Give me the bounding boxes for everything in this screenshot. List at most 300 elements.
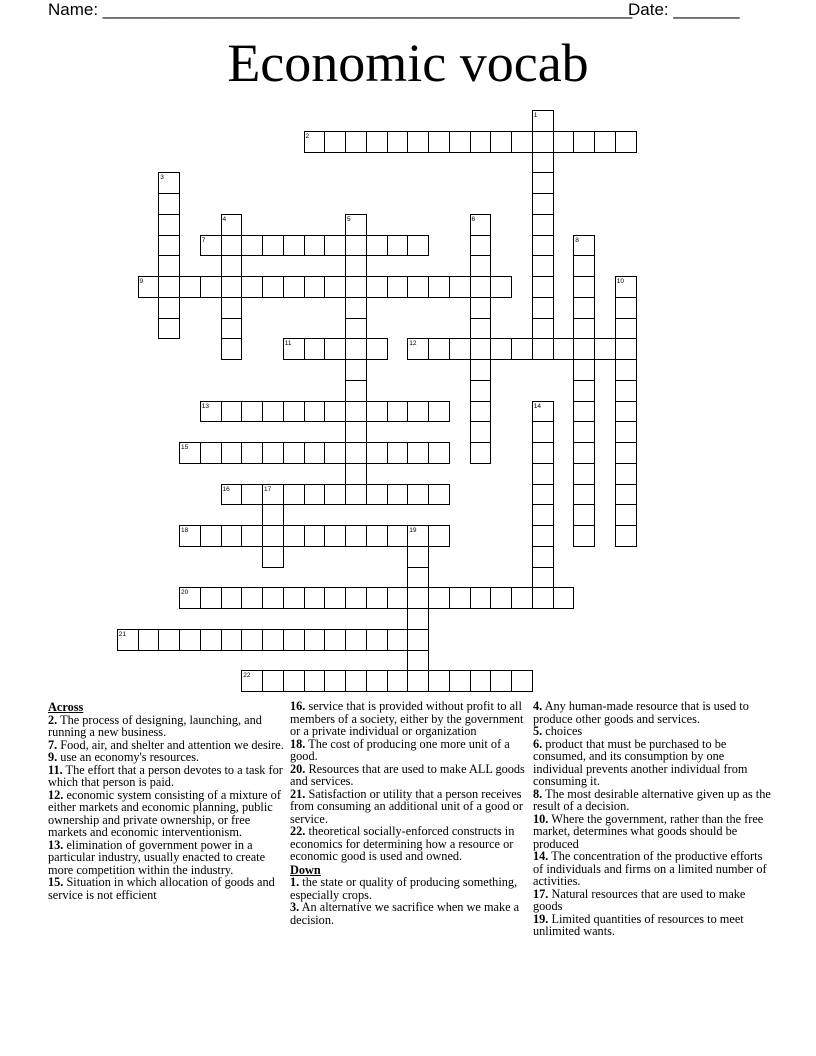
- grid-cell[interactable]: [470, 276, 492, 298]
- grid-cell[interactable]: [345, 442, 367, 464]
- grid-cell[interactable]: [573, 463, 595, 485]
- grid-cell[interactable]: [366, 276, 388, 298]
- clues-column-1: [48, 700, 284, 901]
- grid-cell[interactable]: [573, 318, 595, 340]
- clue-text: Limited quantities of resources to meet unlimited wants.: [533, 911, 744, 938]
- grid-cell[interactable]: [304, 525, 326, 547]
- grid-cell[interactable]: [553, 587, 575, 609]
- grid-cell[interactable]: [345, 421, 367, 443]
- clue-number-label: 13.: [48, 837, 64, 852]
- clue-item: [533, 888, 773, 913]
- grid-cell[interactable]: [221, 629, 243, 651]
- clue-number-label: 12.: [48, 787, 64, 802]
- grid-cell[interactable]: [532, 338, 554, 360]
- grid-cell[interactable]: [241, 525, 263, 547]
- grid-cell[interactable]: [428, 338, 450, 360]
- grid-cell[interactable]: [490, 338, 512, 360]
- grid-cell[interactable]: [615, 359, 637, 381]
- grid-cell[interactable]: [345, 484, 367, 506]
- grid-cell[interactable]: [615, 463, 637, 485]
- grid-cell[interactable]: [345, 380, 367, 402]
- grid-cell[interactable]: [532, 484, 554, 506]
- clue-text: Where the government, rather than the free market, determines what goods should be produced: [533, 811, 764, 851]
- grid-cell[interactable]: [262, 525, 284, 547]
- clue-number: 14: [533, 402, 541, 410]
- grid-cell[interactable]: [304, 484, 326, 506]
- grid-cell[interactable]: [345, 235, 367, 257]
- grid-cell[interactable]: [615, 442, 637, 464]
- grid-cell[interactable]: [366, 670, 388, 692]
- grid-cell[interactable]: [345, 670, 367, 692]
- grid-cell[interactable]: [615, 131, 637, 153]
- grid-cell[interactable]: [324, 276, 346, 298]
- clue-text: Situation in which allocation of goods and service is not efficient: [48, 875, 275, 902]
- grid-cell[interactable]: [366, 131, 388, 153]
- clue-text: theoretical socially-enforced constructs in economics for determining how a resource or economic good is used and owned.: [290, 824, 515, 863]
- clue-text: choices: [542, 724, 583, 738]
- grid-cell[interactable]: [366, 587, 388, 609]
- clue-number: 17: [264, 485, 272, 493]
- grid-cell[interactable]: [615, 421, 637, 443]
- grid-cell[interactable]: [490, 587, 512, 609]
- grid-cell[interactable]: [532, 421, 554, 443]
- clue-text: the state or quality of producing something, especially crops.: [290, 875, 518, 902]
- clue-item: [533, 813, 773, 851]
- grid-cell[interactable]: [407, 567, 429, 589]
- clue-item: [48, 764, 284, 789]
- down-heading: Down: [290, 862, 321, 877]
- grid-cell[interactable]: [511, 131, 533, 153]
- grid-cell[interactable]: [532, 152, 554, 174]
- grid-cell[interactable]: [615, 504, 637, 526]
- grid-cell[interactable]: [428, 276, 450, 298]
- clue-item: [290, 700, 526, 738]
- grid-cell[interactable]: [324, 401, 346, 423]
- clues-column-2: [290, 700, 526, 926]
- grid-cell[interactable]: [158, 318, 180, 340]
- grid-cell[interactable]: [262, 587, 284, 609]
- grid-cell[interactable]: [573, 525, 595, 547]
- grid-cell[interactable]: [304, 670, 326, 692]
- grid-cell[interactable]: [366, 235, 388, 257]
- grid-cell[interactable]: [366, 338, 388, 360]
- clue-number-label: 3.: [290, 900, 300, 914]
- clue-item: [290, 901, 526, 926]
- clue-number: 6: [471, 215, 476, 223]
- grid-cell[interactable]: [532, 172, 554, 194]
- grid-cell[interactable]: [449, 587, 471, 609]
- clue-item: [290, 788, 526, 826]
- clue-text: Resources that are used to make ALL goods and services.: [290, 761, 525, 788]
- grid-cell[interactable]: [221, 297, 243, 319]
- grid-cell[interactable]: [573, 131, 595, 153]
- clue-item: [290, 876, 526, 901]
- grid-cell[interactable]: [407, 442, 429, 464]
- clue-number-label: 6.: [533, 736, 543, 751]
- clue-text: Any human-made resource that is used to produce other goods and services.: [533, 699, 749, 726]
- grid-cell[interactable]: [262, 276, 284, 298]
- grid-cell[interactable]: [262, 235, 284, 257]
- grid-cell[interactable]: [387, 670, 409, 692]
- grid-cell[interactable]: [470, 401, 492, 423]
- grid-cell[interactable]: [573, 255, 595, 277]
- grid-cell[interactable]: [241, 235, 263, 257]
- grid-cell[interactable]: [241, 401, 263, 423]
- grid-cell[interactable]: [470, 587, 492, 609]
- grid-cell[interactable]: [324, 131, 346, 153]
- clue-number-label: 16.: [290, 699, 306, 713]
- grid-cell[interactable]: [158, 255, 180, 277]
- grid-cell[interactable]: [407, 401, 429, 423]
- clue-number: 16: [222, 485, 230, 493]
- grid-cell[interactable]: [387, 276, 409, 298]
- grid-cell[interactable]: [200, 442, 222, 464]
- grid-cell[interactable]: [241, 629, 263, 651]
- grid-cell[interactable]: [470, 297, 492, 319]
- clue-item: [290, 825, 526, 863]
- grid-cell[interactable]: [283, 484, 305, 506]
- grid-cell[interactable]: [262, 401, 284, 423]
- grid-cell[interactable]: [407, 546, 429, 568]
- grid-cell[interactable]: [221, 276, 243, 298]
- grid-cell[interactable]: [387, 401, 409, 423]
- grid-cell[interactable]: [387, 484, 409, 506]
- grid-cell[interactable]: [345, 525, 367, 547]
- clue-number: 7: [201, 236, 206, 244]
- grid-cell[interactable]: [387, 629, 409, 651]
- grid-cell[interactable]: [407, 650, 429, 672]
- grid-cell[interactable]: [407, 484, 429, 506]
- grid-cell[interactable]: [200, 587, 222, 609]
- grid-cell[interactable]: [387, 442, 409, 464]
- grid-cell[interactable]: [345, 255, 367, 277]
- grid-cell[interactable]: [304, 338, 326, 360]
- grid-cell[interactable]: [262, 546, 284, 568]
- grid-cell[interactable]: [387, 587, 409, 609]
- grid-cell[interactable]: [573, 421, 595, 443]
- clue-item: [48, 876, 284, 901]
- grid-cell[interactable]: [262, 629, 284, 651]
- clue-number-label: 5.: [533, 724, 543, 738]
- grid-cell[interactable]: [158, 235, 180, 257]
- clue-number: 2: [305, 132, 310, 140]
- clue-number: 15: [181, 444, 189, 451]
- grid-cell[interactable]: [532, 131, 554, 153]
- clues-column-3: [533, 700, 773, 938]
- clue-text: The most desirable alternative given up as the result of a decision.: [533, 786, 771, 813]
- clue-number-label: 19.: [533, 911, 549, 926]
- grid-cell[interactable]: [138, 629, 160, 651]
- grid-cell[interactable]: [387, 131, 409, 153]
- clue-number-label: 22.: [290, 824, 306, 838]
- clue-text: product that must be purchased to be consumed, and its consumption by one individual prevents another individual from consuming it.: [533, 736, 748, 788]
- grid-cell[interactable]: [345, 629, 367, 651]
- clue-text: The process of designing, launching, and running a new business.: [48, 712, 262, 739]
- grid-cell[interactable]: [387, 525, 409, 547]
- grid-cell[interactable]: [573, 380, 595, 402]
- grid-cell[interactable]: [221, 442, 243, 464]
- grid-cell[interactable]: [158, 276, 180, 298]
- clue-text: Satisfaction or utility that a person receives from consuming an additional unit of a good or service.: [290, 786, 523, 826]
- grid-cell[interactable]: [428, 670, 450, 692]
- grid-cell[interactable]: [573, 359, 595, 381]
- grid-cell[interactable]: [573, 276, 595, 298]
- name-field: Name: ________________________________________________________: [48, 0, 633, 19]
- grid-cell[interactable]: [366, 442, 388, 464]
- clue-item: [533, 700, 773, 725]
- grid-cell[interactable]: [366, 484, 388, 506]
- grid-cell[interactable]: [283, 401, 305, 423]
- grid-cell[interactable]: [449, 670, 471, 692]
- clue-number-label: 10.: [533, 811, 549, 826]
- grid-cell[interactable]: [345, 587, 367, 609]
- grid-cell[interactable]: [345, 131, 367, 153]
- grid-cell[interactable]: [407, 235, 429, 257]
- grid-cell[interactable]: [553, 338, 575, 360]
- grid-cell[interactable]: [615, 525, 637, 547]
- grid-cell[interactable]: [553, 131, 575, 153]
- grid-cell[interactable]: [221, 587, 243, 609]
- grid-cell[interactable]: [573, 401, 595, 423]
- grid-cell[interactable]: [532, 504, 554, 526]
- grid-cell[interactable]: [428, 401, 450, 423]
- grid-cell[interactable]: [428, 484, 450, 506]
- grid-cell[interactable]: [200, 276, 222, 298]
- clue-number-label: 21.: [290, 786, 306, 801]
- grid-cell[interactable]: [283, 276, 305, 298]
- grid-cell[interactable]: [470, 380, 492, 402]
- grid-cell[interactable]: [428, 525, 450, 547]
- grid-cell[interactable]: [407, 587, 429, 609]
- grid-cell[interactable]: [407, 608, 429, 630]
- grid-cell[interactable]: [262, 670, 284, 692]
- clue-text: use an economy's resources.: [57, 750, 200, 764]
- grid-cell[interactable]: [449, 131, 471, 153]
- grid-cell[interactable]: [470, 131, 492, 153]
- clue-number: 4: [222, 215, 227, 223]
- clue-text: The cost of producing one more unit of a good.: [290, 736, 510, 763]
- grid-cell[interactable]: [345, 318, 367, 340]
- grid-cell[interactable]: [573, 504, 595, 526]
- grid-cell[interactable]: [573, 484, 595, 506]
- grid-cell[interactable]: [262, 442, 284, 464]
- grid-cell[interactable]: [470, 421, 492, 443]
- grid-cell[interactable]: [221, 318, 243, 340]
- grid-cell[interactable]: [221, 338, 243, 360]
- grid-cell[interactable]: [304, 587, 326, 609]
- grid-cell[interactable]: [470, 255, 492, 277]
- grid-cell[interactable]: [304, 401, 326, 423]
- grid-cell[interactable]: [615, 318, 637, 340]
- clue-text: Food, air, and shelter and attention we desire.: [57, 737, 284, 752]
- grid-cell[interactable]: [200, 629, 222, 651]
- grid-cell[interactable]: [387, 235, 409, 257]
- grid-cell[interactable]: [490, 276, 512, 298]
- grid-cell[interactable]: [324, 587, 346, 609]
- grid-cell[interactable]: [470, 235, 492, 257]
- grid-cell[interactable]: [304, 629, 326, 651]
- grid-cell[interactable]: [179, 276, 201, 298]
- grid-cell[interactable]: [283, 587, 305, 609]
- grid-cell[interactable]: [283, 525, 305, 547]
- clue-number: 20: [181, 589, 189, 597]
- grid-cell[interactable]: [573, 338, 595, 360]
- grid-cell[interactable]: [532, 567, 554, 589]
- grid-cell[interactable]: [345, 338, 367, 360]
- grid-cell[interactable]: [532, 587, 554, 609]
- grid-cell[interactable]: [324, 338, 346, 360]
- grid-cell[interactable]: [262, 504, 284, 526]
- grid-cell[interactable]: [511, 670, 533, 692]
- clue-number: 12: [409, 340, 417, 348]
- grid-cell[interactable]: [241, 587, 263, 609]
- grid-cell[interactable]: [304, 276, 326, 298]
- clue-text: The concentration of the productive efforts of individuals and firms on a limited number of activities.: [533, 849, 767, 888]
- clue-number: 13: [201, 402, 209, 410]
- grid-cell[interactable]: [428, 131, 450, 153]
- grid-cell[interactable]: [283, 670, 305, 692]
- grid-cell[interactable]: [200, 525, 222, 547]
- clue-number-label: 2.: [48, 712, 58, 727]
- clue-number-label: 11.: [48, 762, 63, 777]
- grid-cell[interactable]: [241, 442, 263, 464]
- grid-cell[interactable]: [470, 359, 492, 381]
- grid-cell[interactable]: [407, 276, 429, 298]
- grid-cell[interactable]: [221, 401, 243, 423]
- grid-cell[interactable]: [449, 276, 471, 298]
- grid-cell[interactable]: [304, 235, 326, 257]
- grid-cell[interactable]: [179, 629, 201, 651]
- grid-cell[interactable]: [615, 484, 637, 506]
- page-title: Economic vocab: [227, 33, 589, 93]
- grid-cell[interactable]: [345, 401, 367, 423]
- grid-cell[interactable]: [511, 338, 533, 360]
- grid-cell[interactable]: [532, 235, 554, 257]
- grid-cell[interactable]: [324, 629, 346, 651]
- grid-cell[interactable]: [366, 401, 388, 423]
- date-field: Date: _______: [628, 0, 740, 19]
- grid-cell[interactable]: [615, 338, 637, 360]
- clue-number: 8: [575, 236, 579, 244]
- clue-number: 1: [533, 112, 538, 119]
- grid-cell[interactable]: [490, 131, 512, 153]
- grid-cell[interactable]: [573, 442, 595, 464]
- grid-cell[interactable]: [532, 442, 554, 464]
- grid-cell[interactable]: [241, 276, 263, 298]
- clue-text: Natural resources that are used to make goods: [533, 886, 746, 913]
- clue-number: 9: [139, 278, 144, 285]
- clue-number: 10: [616, 278, 624, 285]
- grid-cell[interactable]: [428, 587, 450, 609]
- clue-number: 5: [347, 215, 351, 223]
- grid-cell[interactable]: [615, 401, 637, 423]
- grid-cell[interactable]: [304, 442, 326, 464]
- clue-item: [48, 714, 284, 739]
- clue-item: [290, 763, 526, 788]
- grid-cell[interactable]: [221, 255, 243, 277]
- grid-cell[interactable]: [324, 442, 346, 464]
- clue-item: [48, 839, 284, 877]
- grid-cell[interactable]: [324, 670, 346, 692]
- clue-item: [290, 738, 526, 763]
- grid-cell[interactable]: [324, 525, 346, 547]
- grid-cell[interactable]: [532, 276, 554, 298]
- grid-cell[interactable]: [407, 629, 429, 651]
- clue-text: The effort that a person devotes to a task for which that person is paid.: [48, 762, 283, 789]
- clue-number-label: 20.: [290, 761, 306, 776]
- clue-number-label: 8.: [533, 786, 543, 801]
- grid-cell[interactable]: [428, 442, 450, 464]
- grid-cell[interactable]: [324, 235, 346, 257]
- grid-cell[interactable]: [532, 546, 554, 568]
- grid-cell[interactable]: [283, 442, 305, 464]
- grid-cell[interactable]: [532, 318, 554, 340]
- grid-cell[interactable]: [532, 297, 554, 319]
- grid-cell[interactable]: [532, 525, 554, 547]
- clue-number: 19: [409, 527, 417, 534]
- grid-cell[interactable]: [221, 235, 243, 257]
- clue-number-label: 18.: [290, 736, 306, 751]
- grid-cell[interactable]: [490, 670, 512, 692]
- grid-cell[interactable]: [158, 214, 180, 236]
- grid-cell[interactable]: [407, 131, 429, 153]
- grid-cell[interactable]: [241, 484, 263, 506]
- grid-cell[interactable]: [532, 463, 554, 485]
- grid-cell[interactable]: [615, 380, 637, 402]
- grid-cell[interactable]: [158, 629, 180, 651]
- grid-cell[interactable]: [158, 297, 180, 319]
- grid-cell[interactable]: [470, 338, 492, 360]
- clue-number-label: 15.: [48, 875, 64, 889]
- grid-cell[interactable]: [573, 297, 595, 319]
- grid-cell[interactable]: [345, 463, 367, 485]
- grid-cell[interactable]: [366, 629, 388, 651]
- grid-cell[interactable]: [158, 193, 180, 215]
- clue-number-label: 9.: [48, 750, 58, 764]
- grid-cell[interactable]: [470, 318, 492, 340]
- grid-cell[interactable]: [532, 193, 554, 215]
- grid-cell[interactable]: [345, 276, 367, 298]
- clue-number: 22: [243, 672, 251, 680]
- grid-cell[interactable]: [366, 525, 388, 547]
- grid-cell[interactable]: [283, 235, 305, 257]
- grid-cell[interactable]: [345, 297, 367, 319]
- clue-number-label: 4.: [533, 699, 543, 713]
- grid-cell[interactable]: [470, 442, 492, 464]
- grid-cell[interactable]: [449, 338, 471, 360]
- clue-number-label: 1.: [290, 875, 300, 889]
- clue-number-label: 17.: [533, 886, 549, 901]
- grid-cell[interactable]: [594, 131, 616, 153]
- grid-cell[interactable]: [283, 629, 305, 651]
- grid-cell[interactable]: [532, 214, 554, 236]
- grid-cell[interactable]: [532, 255, 554, 277]
- clue-number: 18: [181, 527, 189, 534]
- clue-item: [533, 788, 773, 813]
- grid-cell[interactable]: [345, 359, 367, 381]
- clue-item: [533, 913, 773, 938]
- grid-cell[interactable]: [511, 587, 533, 609]
- grid-cell[interactable]: [594, 338, 616, 360]
- clue-item: [48, 789, 284, 839]
- grid-cell[interactable]: [221, 525, 243, 547]
- clue-text: service that is provided without profit to all members of a society, either by the government or a private individual or organization: [290, 699, 524, 738]
- grid-cell[interactable]: [407, 670, 429, 692]
- grid-cell[interactable]: [615, 297, 637, 319]
- grid-cell[interactable]: [324, 484, 346, 506]
- grid-cell[interactable]: [470, 670, 492, 692]
- clue-number-label: 7.: [48, 737, 58, 752]
